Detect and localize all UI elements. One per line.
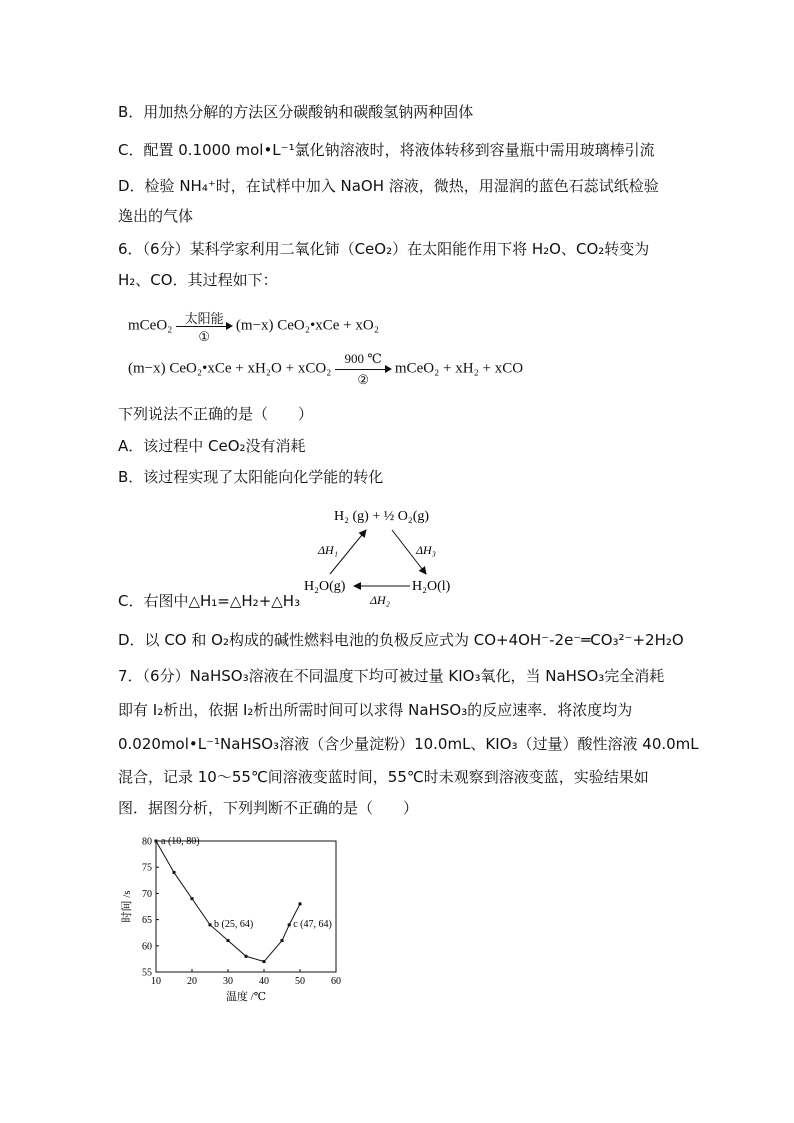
q5-option-c: C．配置 0.1000 mol•L⁻¹氯化钠溶液时，将液体转移到容量瓶中需用玻璃棒引流 [118,141,655,159]
eq2-right: mCeO₂ + xH₂ + xCO [394,360,524,377]
y-tick-label: 60 [142,941,152,953]
eq2-step-number: ② [357,372,369,387]
series-line [156,841,300,962]
x-tick-label: 50 [295,976,305,987]
y-tick-label: 65 [142,915,152,927]
data-point [173,871,176,874]
data-point [281,939,284,942]
data-point [209,923,212,926]
data-point [155,840,158,843]
q6-option-b: B．该过程实现了太阳能向化学能的转化 [118,468,384,486]
plot-frame [156,841,336,972]
cycle-left-species: H₂O(g) [304,579,346,594]
eq2-left: (m−x) CeO₂•xCe + xH₂O + xCO₂ [128,360,332,377]
data-point [263,960,266,963]
q6-stem-line2: H₂、CO．其过程如下： [118,271,278,289]
x-tick-label: 30 [223,976,233,987]
y-tick-label: 75 [142,862,152,874]
q6-stem-line1: 6．（6分）某科学家利用二氧化铈（CeO₂）在太阳能作用下将 H₂O、CO₂转变为 [118,240,650,258]
q7-stem-line1: 7．（6分）NaHSO₃溶液在不同温度下均可被过量 KIO₃氧化，当 NaHSO₃完全消耗 [118,667,665,685]
y-tick-label: 70 [142,888,152,900]
cycle-right-species: H₂O(l) [412,579,451,594]
data-point [245,955,248,958]
label-dh2: ΔH₂ [370,593,390,607]
eq1-condition: 太阳能 [184,311,224,326]
temperature-time-chart [118,835,348,1010]
equation-1 [128,308,379,344]
eq2-arrow [335,351,391,387]
x-tick-label: 40 [259,976,269,987]
x-axis-label: 温度 /℃ [225,991,267,1003]
eq1-step-number: ① [198,329,210,344]
x-tick-label: 60 [331,976,341,987]
q6-option-c: C．右图中△H₁=△H₂+△H₃ [118,592,301,610]
data-point [299,902,302,905]
equation-2 [128,351,523,387]
point-annotation: b (25, 64) [214,918,254,930]
cycle-top-species: H₂ (g) + ½ O₂(g) [334,509,430,524]
q6-option-d: D．以 CO 和 O₂构成的碱性燃料电池的负极反应式为 CO+4OH⁻-2e⁻═CO₃²⁻+2H₂O [118,631,684,649]
q5-option-d-line2: 逸出的气体 [118,207,194,225]
q6-option-a: A．该过程中 CeO₂没有消耗 [118,437,306,455]
q7-stem-line3: 0.020mol•L⁻¹NaHSO₃溶液（含少量淀粉）10.0mL、KIO₃（过量）酸性溶液 40.0mL [118,735,699,753]
y-axis-label: 时间 /s [121,890,133,923]
q7-stem-line4: 混合，记录 10～55℃间溶液变蓝时间，55℃时未观察到溶液变蓝，实验结果如 [118,768,649,786]
label-dh1: ΔH₁ [318,543,338,557]
eq1-right: (m−x) CeO₂•xCe + xO₂ [235,317,379,334]
x-tick-label: 20 [187,976,197,987]
q7-stem-line2: 即有 I₂析出，依据 I₂析出所需时间可以求得 NaHSO₃的反应速率．将浓度均为 [118,701,633,719]
y-tick-label: 80 [142,836,152,848]
q5-option-d-line1: D．检验 NH₄⁺时，在试样中加入 NaOH 溶液，微热，用湿润的蓝色石蕊试纸检验 [118,177,659,195]
eq1-left: mCeO₂ [128,317,173,334]
data-point [191,897,194,900]
q6-question: 下列说法不正确的是（ ） [118,405,314,423]
eq2-condition: 900 ℃ [344,351,382,366]
eq1-arrow [176,308,232,344]
y-tick-label: 55 [142,967,152,979]
point-annotation: c (47, 64) [293,918,332,930]
enthalpy-cycle-diagram [300,498,470,610]
q5-option-b: B．用加热分解的方法区分碳酸钠和碳酸氢钠两种固体 [118,103,474,121]
data-point [227,939,230,942]
data-point [288,923,291,926]
label-dh3: ΔH₃ [416,543,436,557]
point-annotation: a (10, 80) [161,836,200,847]
x-tick-label: 10 [151,976,161,987]
q7-stem-line5: 图．据图分析，下列判断不正确的是（ ） [118,799,419,817]
